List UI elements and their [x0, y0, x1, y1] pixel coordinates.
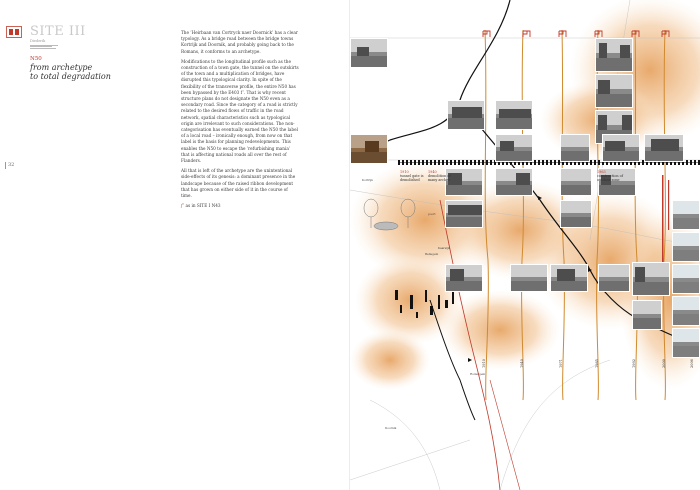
place-label: Kortrijk	[362, 178, 373, 182]
photo	[560, 168, 592, 196]
photo	[445, 168, 483, 196]
event-year: 1940	[428, 170, 437, 174]
year-label: 1992	[632, 359, 636, 368]
event-text: outdoor zone	[597, 178, 620, 182]
photo	[602, 134, 640, 162]
paragraph-2: Modifications to the longitudinal profile such as the construction of a town gate, the tunnel on the outskirts of the town and a multiplication of bridges, have disrupted this typological clarity. In spite of the flexibility of the transverse profile, the entire N50 has been bypassed by the E403 f’. That is why recent structure plans do not designate the N50 even as a secondary road. Since the category of a road is strictly related to the desired flows of traffic in the road network, spatial characteristics such as typological origin are irrelevant to such considerations. The non-categorisation has eventually earned the N50 the label of a local road – ironically enough, from now on that label is the basis for planning redevelopments. This enables the N50 to escape the ‘refurbishing mania’ that is affecting national roads all over the rest of Flanders.	[181, 58, 299, 164]
event-text: tunnel gate is	[400, 174, 424, 178]
place-label: Bellegem	[425, 252, 439, 256]
photo	[445, 264, 483, 292]
paragraph-3: All that is left of the archetype are the unintentional side-effects of its genesis: a dominant presence in the landscape because of the raised ribbon development that has grown on either side of it in the course of time.	[181, 168, 296, 199]
photo	[350, 134, 388, 164]
photo	[560, 134, 590, 162]
photo	[672, 264, 700, 294]
subtitle-rule	[30, 46, 52, 47]
paragraph-1: The ‘Heirbaan van Cortryck naer Doornick’ has a clear typology. As a bridge road between the bridge towns Kortrijk and Doornik, and probably going back to the Romans, it conforms to an archetype.	[181, 30, 298, 54]
event-label-3	[597, 170, 623, 182]
photo	[672, 296, 700, 326]
event-text: demolition of	[428, 174, 451, 178]
year-label: 2000	[662, 359, 666, 368]
page-number: 32	[8, 162, 15, 168]
flag-icon	[482, 30, 491, 38]
flag-icon	[558, 30, 567, 38]
year-label: 1910	[482, 359, 486, 368]
photo	[672, 232, 700, 262]
photo	[595, 38, 633, 72]
photo	[495, 100, 533, 130]
site-subtitle	[30, 39, 58, 49]
place-label: Rodengem	[470, 372, 486, 376]
event-text: demolished	[400, 178, 420, 182]
subtitle-rule	[30, 48, 56, 49]
footnote-mark: f’	[181, 203, 185, 209]
photo	[644, 134, 684, 162]
photo	[560, 200, 592, 228]
photo	[510, 264, 548, 292]
photo	[632, 300, 662, 330]
year-label: 1971	[559, 359, 563, 368]
map-drawing	[350, 0, 700, 490]
body-text	[181, 30, 299, 213]
event-year: 1910	[400, 170, 409, 174]
chapter-number: N50	[30, 56, 42, 62]
photo	[672, 328, 700, 358]
event-year: 1963	[597, 170, 606, 174]
site-title: SITE III	[30, 24, 86, 39]
site-logo-icon	[6, 26, 22, 38]
event-text: construction of	[597, 174, 623, 178]
flag-icon	[594, 30, 603, 38]
subtitle-rule	[30, 45, 58, 46]
flag-icon	[661, 30, 670, 38]
footnote-text: as in SITE I N43	[185, 203, 221, 209]
photo	[595, 74, 633, 108]
place-label: poort	[428, 212, 436, 216]
chapter-heading	[30, 56, 170, 81]
flag-icon	[631, 30, 640, 38]
chapter-title-line2: to total degradation	[30, 72, 111, 81]
event-text: many arches	[428, 178, 450, 182]
place-label: Doornik	[385, 426, 397, 430]
photo	[598, 264, 630, 292]
photo	[495, 168, 533, 196]
chapter-title-line1: from archetype	[30, 63, 93, 72]
photo	[550, 264, 588, 292]
photo	[445, 200, 483, 228]
footnote	[181, 203, 299, 209]
photo	[495, 134, 533, 162]
photo	[632, 262, 670, 296]
photo	[672, 200, 700, 230]
road-map	[350, 0, 700, 490]
place-label: Kaarsijk	[438, 246, 450, 250]
photo	[350, 38, 388, 68]
event-label-1	[400, 170, 424, 182]
year-label: 2006	[690, 359, 694, 368]
photo	[447, 100, 485, 130]
year-label: 1985	[595, 359, 599, 368]
subtitle-line: Diederik	[30, 39, 46, 43]
year-label: 1940	[520, 359, 524, 368]
event-label-2	[428, 170, 451, 182]
flag-icon	[522, 30, 531, 38]
